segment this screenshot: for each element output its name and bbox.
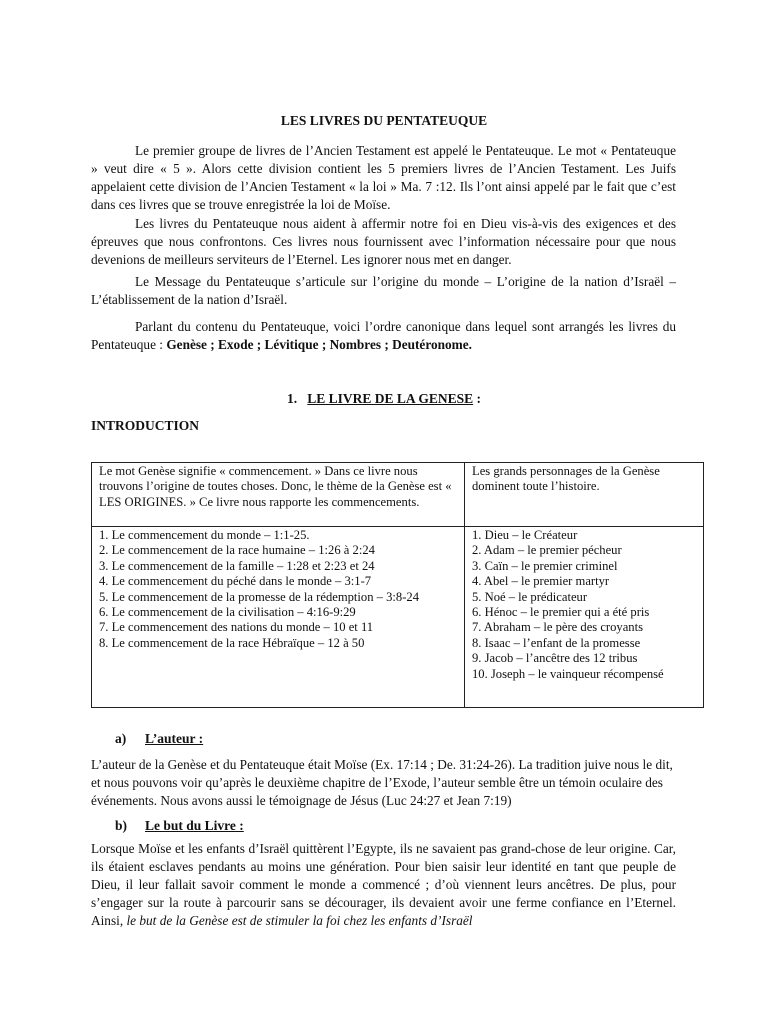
list-item: 9. Jacob – l’ancêtre des 12 tribus <box>472 651 638 666</box>
list-item: 2. Le commencement de la race humaine – 1:26 à 2:24 <box>99 543 375 558</box>
table-row <box>92 527 704 708</box>
list-item: 4. Le commencement du péché dans le monde – 3:1-7 <box>99 574 372 589</box>
paragraph-text: Parlant du contenu du Pentateuque, voici l’ordre canonique dans lequel sont arrangés les livres du Pentateuque : <box>91 319 676 352</box>
list-item: 1. Dieu – le Créateur <box>472 528 578 542</box>
list-item: 2. Adam – le premier pécheur <box>472 543 622 558</box>
table-cell-characters-intro: Les grands personnages de la Genèse dominent toute l’histoire. <box>465 463 704 527</box>
list-item: 8. Isaac – l’enfant de la promesse <box>472 635 641 650</box>
list-item: 6. Le commencement de la civilisation – 4:16-9:29 <box>99 605 356 620</box>
list-item: 7. Abraham – le père des croyants <box>472 620 644 635</box>
list-item: 8. Le commencement de la race Hébraïque – 12 à 50 <box>99 635 365 650</box>
list-item: 4. Abel – le premier martyr <box>472 574 610 589</box>
list-item: 10. Joseph – le vainqueur récompensé <box>472 666 664 681</box>
paragraph-text: L’auteur de la Genèse et du Pentateuque était Moïse (Ex. 17:14 ; De. 31:24-26). La tradition juive nous le dit, et nous pouvons voir qu’après le deuxième chapitre de l’Exode, l’auteur semble être un témoin oculaire des événements. Nous avons aussi le témoignage de Jésus (Luc 24:27 et Jean 7:19) <box>91 757 673 808</box>
list-item: 3. Le commencement de la famille – 1:28 et 2:23 et 24 <box>99 558 375 573</box>
books-list: Genèse ; Exode ; Lévitique ; Nombres ; Deutéronome. <box>166 337 472 352</box>
paragraph-author <box>91 756 676 810</box>
paragraph-purpose <box>91 215 676 269</box>
paragraph-intro-pentateuch <box>91 142 676 214</box>
table-cell-meaning: Le mot Genèse signifie « commencement. » Dans ce livre nous trouvons l’origine de toutes choses. Donc, le thème de la Genèse est « LES ORIGINES. » Ce livre nous rapporte les commencements. <box>92 463 465 527</box>
section-colon: : <box>473 391 481 406</box>
list-item: 5. Le commencement de la promesse de la rédemption – 3:8-24 <box>99 589 419 604</box>
paragraph-emphasis: le but de la Genèse est de stimuler la foi chez les enfants d’Israël <box>126 913 473 928</box>
paragraph-message <box>91 273 676 309</box>
subheading-label: a) <box>115 731 127 746</box>
table-cell-beginnings-list <box>92 527 465 708</box>
paragraph-text: Le premier groupe de livres de l’Ancien Testament est appelé le Pentateuque. Le mot « Pentateuque » veut dire « 5 ». Alors cette division contient les 5 premiers livres de l’Ancien Testament. Les Juifs appelaient cette division de l’Ancien Testament « la loi » Ma. 7 :12. Ils l’ont ainsi appelé par le fait que c’est dans ces livres que se trouve enregistrée la loi de Moïse. <box>91 143 676 212</box>
document-title: LES LIVRES DU PENTATEUQUE <box>280 113 488 128</box>
section-title: LE LIVRE DE LA GENESE <box>307 391 474 406</box>
list-item: 5. Noé – le prédicateur <box>472 589 588 604</box>
section-heading-genesis <box>0 391 768 407</box>
subheading-title: L’auteur : <box>145 731 204 746</box>
genesis-summary-table <box>91 462 704 708</box>
section-number: 1. <box>287 391 298 406</box>
paragraph-text: Lorsque Moïse et les enfants d’Israël quittèrent l’Egypte, ils ne savaient pas grand-chose de leur origine. Car, ils étaient esclaves pendants au moins une génération. Pour bien saisir leur identité en tant que peuple de Dieu, il leur fallait savoir comment le monde a commencé ; d’où viennent leurs ancêtres. De plus, pour s’engager sur la route à parcourir sans se décourager, ils devaient avoir une ferme confiance en l’Eternel. Ainsi, <box>91 841 676 928</box>
list-item: 1. Le commencement du monde – 1:1-25. <box>99 528 310 542</box>
subheading-title: Le but du Livre : <box>145 818 244 833</box>
table-cell-characters-list <box>465 527 704 708</box>
paragraph-book-purpose <box>91 840 676 930</box>
table-row <box>92 463 704 527</box>
paragraph-text: Les livres du Pentateuque nous aident à affermir notre foi en Dieu vis-à-vis des exigences et des épreuves que nous confrontons. Ces livres nous fournissent avec l’information nécessaire pour que nous devenions de meilleurs serviteurs de l’Eternel. Les ignorer nous met en danger. <box>91 216 676 267</box>
subheading-purpose <box>115 818 244 834</box>
subheading-label: b) <box>115 818 128 833</box>
subheading-author <box>115 731 203 747</box>
list-item: 7. Le commencement des nations du monde – 10 et 11 <box>99 620 374 635</box>
paragraph-text: Le Message du Pentateuque s’articule sur l’origine du monde – L’origine de la nation d’Israël – L’établissement de la nation d’Israël. <box>91 274 676 307</box>
list-item: 3. Caïn – le premier criminel <box>472 558 618 573</box>
introduction-heading: INTRODUCTION <box>91 418 200 433</box>
list-item: 6. Hénoc – le premier qui a été pris <box>472 605 650 620</box>
paragraph-canonical-order <box>91 318 676 354</box>
